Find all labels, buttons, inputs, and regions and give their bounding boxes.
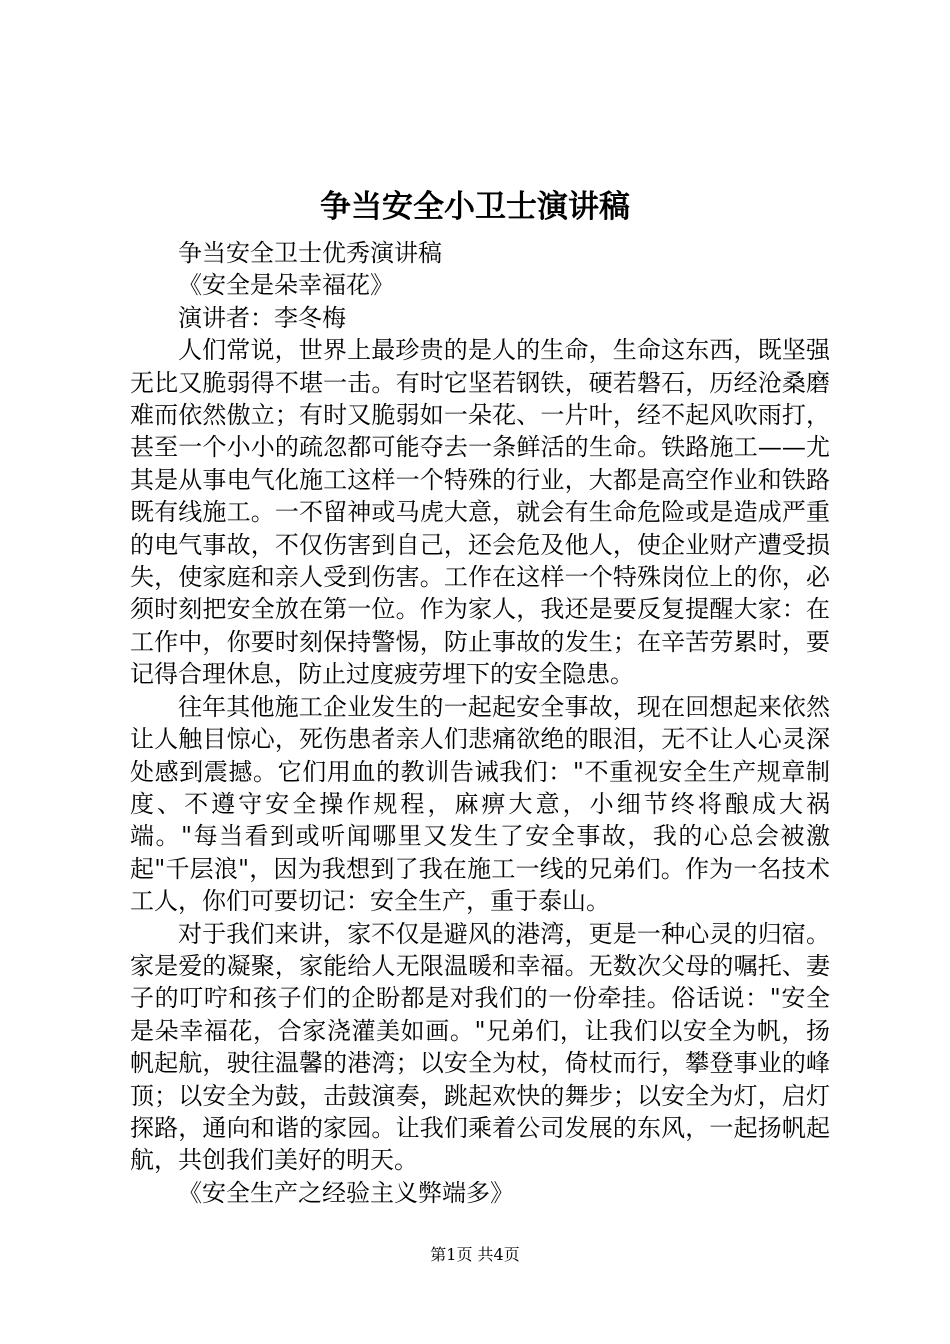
page-footer: 第1页 共4页	[430, 1245, 520, 1264]
body-paragraph: 人们常说，世界上最珍贵的是人的生命，生命这东西，既坚强无比又脆弱得不堪一击。有时它坚若钢铁，硬若磐石，历经沧桑磨难而依然傲立；有时又脆弱如一朵花、一片叶，经不起风吹雨打，甚至一个小小的疏忽都可能夺去一条鲜活的生命。铁路施工——尤其是从事电气化施工这样一个特殊的行业，大都是高空作业和铁路既有线施工。一不留神或马虎大意，就会有生命危险或是造成严重的电气事故，不仅伤害到自己，还会危及他人，使企业财产遭受损失，使家庭和亲人受到伤害。工作在这样一个特殊岗位上的你，必须时刻把安全放在第一位。作为家人，我还是要反复提醒大家：在工作中，你要时刻保持警惕，防止事故的发生；在辛苦劳累时，要记得合理休息，防止过度疲劳埋下的安全隐患。	[130, 336, 830, 689]
speaker-paragraph: 演讲者：李冬梅	[178, 303, 346, 332]
document-title: 争当安全小卫士演讲稿	[320, 189, 630, 225]
document-body	[130, 237, 830, 1209]
body-paragraph: 往年其他施工企业发生的一起起安全事故，现在回想起来依然让人触目惊心，死伤患者亲人们悲痛欲绝的眼泪，无不让人心灵深处感到震撼。它们用血的教训告诫我们："不重视安全生产规章制度、不遵守安全操作规程，麻痹大意，小细节终将酿成大祸端。"每当看到或听闻哪里又发生了安全事故，我的心总会被激起"千层浪"，因为我想到了我在施工一线的兄弟们。作为一名技术工人，你们可要切记：安全生产，重于泰山。	[130, 692, 830, 916]
subtitle-paragraph: 争当安全卫士优秀演讲稿	[178, 239, 442, 267]
next-speech-title-paragraph: 《安全生产之经验主义弊端多》	[178, 1178, 514, 1207]
speech-title-paragraph: 《安全是朵幸福花》	[178, 271, 394, 300]
body-paragraph: 对于我们来讲，家不仅是避风的港湾，更是一种心灵的归宿。家是爱的凝聚，家能给人无限温暖和幸福。无数次父母的嘱托、妻子的叮咛和孩子们的企盼都是对我们的一份牵挂。俗话说："安全是朵幸福花，合家浇灌美如画。"兄弟们，让我们以安全为帆，扬帆起航，驶往温馨的港湾；以安全为杖，倚杖而行，攀登事业的峰顶；以安全为鼓，击鼓演奏，跳起欢快的舞步；以安全为灯，启灯探路，通向和谐的家园。让我们乘着公司发展的东风，一起扬帆起航，共创我们美好的明天。	[130, 919, 830, 1175]
